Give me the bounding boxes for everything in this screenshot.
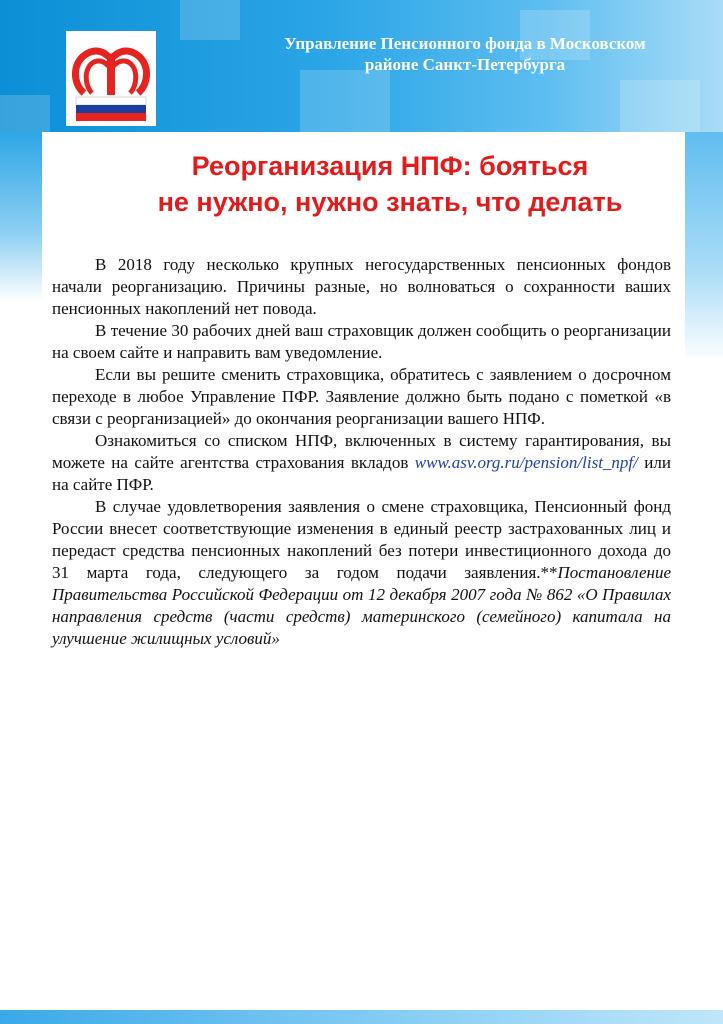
header-tile: [300, 70, 390, 132]
paragraph: В 2018 году несколько крупных негосударственных пенсионных фондов начали реорганизацию. Причины разные, но волноваться о сохранности ваших пенсионных накоплений нет повода.: [52, 255, 671, 318]
header-tile: [620, 80, 700, 132]
org-title-line2: районе Санкт-Петербурга: [364, 55, 566, 74]
header-tile: [0, 95, 50, 132]
page-title: [90, 148, 690, 220]
paragraph: В течение 30 рабочих дней ваш страховщик должен сообщить о реорганизации на своем сайте и направить вам уведомление.: [52, 321, 671, 362]
footer-band: [0, 1010, 723, 1024]
pfr-logo: [66, 31, 156, 126]
page-title-line1: Реорганизация НПФ: бояться: [191, 151, 589, 181]
paragraph-text: Ознакомиться со списком НПФ, включенных в систему гарантирования, вы можете на сайте агентства страхования вкладов: [52, 431, 671, 472]
org-title: [230, 33, 700, 75]
asv-link[interactable]: www.asv.org.ru/pension/list_npf/: [414, 453, 638, 472]
article-body: [52, 254, 671, 650]
paragraph: [52, 496, 671, 650]
side-band-left: [0, 132, 42, 302]
paragraph-text: В случае удовлетворения заявления о смене страховщика, Пенсионный фонд России внесет соответствующие изменения в единый реестр застрахованных лиц и передаст средства пенсионных накоплений без потери инвестиционного дохода до 31 марта года, следующего за годом подачи заявления.**: [52, 497, 671, 582]
paragraph: [52, 430, 671, 496]
paragraph-text: или на сайте ПФР.: [52, 453, 671, 494]
side-band-right: [685, 132, 723, 362]
paragraph: Если вы решите сменить страховщика, обратитесь с заявлением о досрочном переходе в любое Управление ПФР. Заявление должно быть подано с пометкой «в связи с реорганизацией» до окончания реорганизации вашего НПФ.: [52, 365, 671, 428]
pfr-logo-icon: [66, 31, 156, 126]
footnote-text: Постановление Правительства Российской Федерации от 12 декабря 2007 года № 862 «О Правилах направления средств (части средств) материнского (семейного) капитала на улучшение жилищных условий»: [52, 563, 671, 648]
page-title-line2: не нужно, нужно знать, что делать: [157, 187, 623, 217]
org-title-line1: Управление Пенсионного фонда в Московском: [284, 34, 646, 53]
